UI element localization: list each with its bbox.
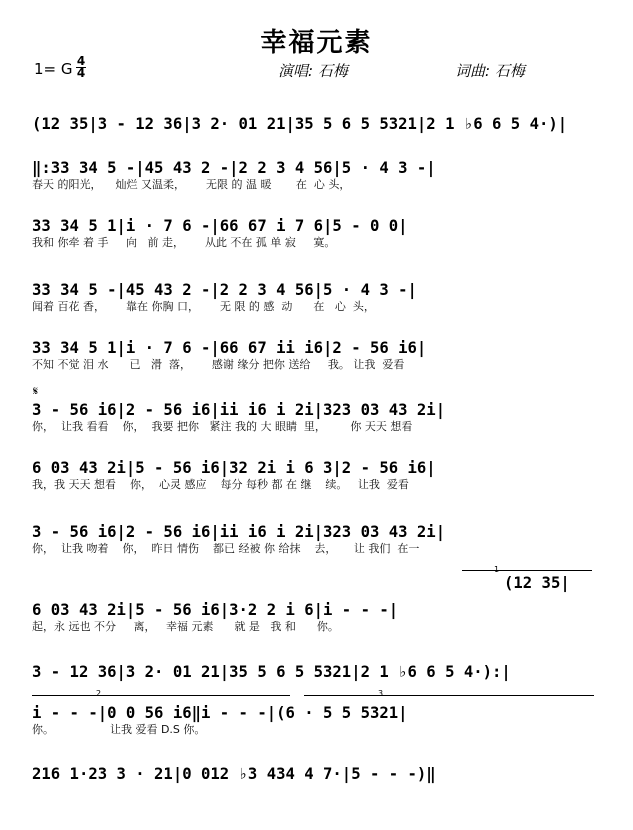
- notes-row-6: 3 - 56 i6|2 - 56 i6|ii i6 i 2i|323 03 43 2i|: [32, 401, 446, 419]
- score-row-9: [504, 573, 600, 593]
- lyrics-row-10: 起，永 远也 不分 离， 幸福 元素 就 是 我 和 你。: [32, 620, 339, 633]
- lyrics-row-4: 闻着 百花 香， 靠在 你胸 口， 无 限 的 感 动 在 心 头，: [32, 300, 375, 313]
- score-row-13: [32, 764, 600, 784]
- notes-row-1: (12 35|3 - 12 36|3 2· 01 21|35 5 6 5 5321|2 1 ♭6 6 5 4·)|: [32, 115, 568, 133]
- volta-number-2: 2: [96, 689, 102, 698]
- notes-row-13: 216 1·23 3 · 21|0 012 ♭3 434 4 7·|5 - - -)‖: [32, 765, 436, 783]
- lyrics-row-7: 我，我 天天 想看 你， 心灵 感应 每分 每秒 都 在 继 续。 让我 爱看: [32, 478, 409, 491]
- segno-sign: 𝄋: [33, 384, 39, 398]
- song-title: 幸福元素: [260, 28, 373, 58]
- volta-line-2: [32, 695, 290, 696]
- score-row-7: [32, 458, 600, 492]
- volta-line-3: [304, 695, 594, 696]
- score-row-10: [32, 600, 600, 634]
- score-row-5: [32, 338, 600, 372]
- score-row-6: [32, 400, 600, 434]
- score-row-1: [32, 114, 600, 134]
- lyrics-row-8: 你， 让我 吻着 你， 昨日 情伤 都已 经被 你 给抹 去， 让 我们 在一: [32, 542, 420, 555]
- score-row-2: [32, 158, 600, 192]
- notes-row-2: ‖:33 34 5 -|45 43 2 -|2 2 3 4 56|5 · 4 3 -|: [32, 159, 436, 177]
- lyrics-row-12: 你。 让我 爱看 D.S 你。: [32, 723, 206, 736]
- notes-row-11: 3 - 12 36|3 2· 01 21|35 5 6 5 5321|2 1 ♭6 6 5 4·):|: [32, 663, 511, 681]
- lyrics-row-6: 你， 让我 看看 你， 我要 把你 紧注 我的 大 眼睛 里， 你 天天 想看: [32, 420, 413, 433]
- time-signature-top: 4: [76, 54, 86, 68]
- score-row-11: [32, 662, 600, 682]
- notes-row-9: (12 35|: [504, 574, 570, 592]
- score-row-4: [32, 280, 600, 314]
- notes-row-8: 3 - 56 i6|2 - 56 i6|ii i6 i 2i|323 03 43 2i|: [32, 523, 446, 541]
- notes-row-5: 33 34 5 1|i · 7 6 -|66 67 ii i6|2 - 56 i6|: [32, 339, 427, 357]
- notes-row-3: 33 34 5 1|i · 7 6 -|66 67 i 7 6|5 - 0 0|: [32, 217, 408, 235]
- time-signature: [76, 56, 86, 79]
- notes-row-4: 33 34 5 -|45 43 2 -|2 2 3 4 56|5 · 4 3 -|: [32, 281, 417, 299]
- score-row-12: [32, 703, 600, 737]
- volta-line-1: [462, 570, 592, 571]
- key-signature: 1= G: [34, 60, 73, 78]
- volta-number-1: 1: [494, 565, 500, 574]
- composer-credit: 词曲: 石梅: [455, 62, 525, 80]
- notes-row-12: i - - -|0 0 56 i6‖i - - -|(6 · 5 5 5321|: [32, 704, 408, 722]
- singer-credit: 演唱: 石梅: [278, 62, 348, 80]
- lyrics-row-5: 不知 不觉 泪 水 已 滑 落， 感谢 缘分 把你 送给 我。 让我 爱看: [32, 358, 405, 371]
- lyrics-row-2: 春天 的阳光， 灿烂 又温柔， 无限 的 温 暖 在 心 头，: [32, 178, 351, 191]
- time-signature-bottom: 4: [76, 66, 86, 80]
- lyrics-row-3: 我和 你牵 着 手 向 前 走， 从此 不在 孤 单 寂 寞。: [32, 236, 336, 249]
- score-row-8: [32, 522, 600, 556]
- score-row-3: [32, 216, 600, 250]
- notes-row-10: 6 03 43 2i|5 - 56 i6|3·2 2 i 6|i - - -|: [32, 601, 399, 619]
- notes-row-7: 6 03 43 2i|5 - 56 i6|32 2i i 6 3|2 - 56 i6|: [32, 459, 436, 477]
- volta-number-3: 3: [378, 689, 384, 698]
